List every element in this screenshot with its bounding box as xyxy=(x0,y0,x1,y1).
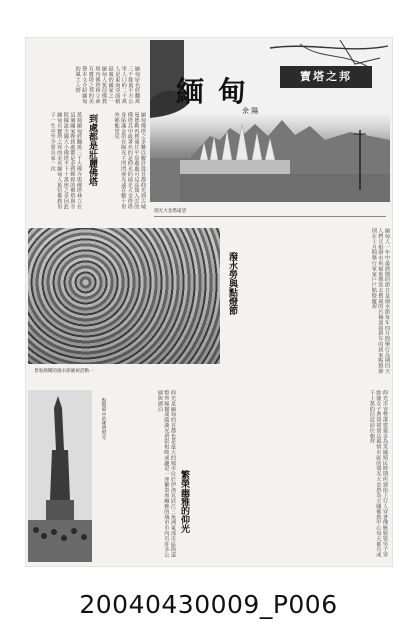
subheading-pagodas: 到處都是壯麗佛塔 xyxy=(87,114,97,186)
column-c: 緬甸人一年中最熱鬧的節日是潑水節每年四月間舉行為期四天人們互相潑水祝福象徵洗去舊歲的污穢迎接新年的到來點燈節則在十月間舉行家家戶戶點燈慶祝 xyxy=(370,228,390,374)
pagoda-illustration xyxy=(150,40,390,202)
archive-code: 20040430009_P006 xyxy=(79,590,338,619)
magazine-page xyxy=(26,38,392,566)
pagoda-lights-photo xyxy=(28,390,92,562)
column-a2: 緬甸佛塔之多難以數計從首都仰光到古城曼德勒再到蒲甘平原處處可見高聳入雲的佛塔其中最著名的是仰光的瑞光大金塔塔身貼滿金箔在陽光下閃閃發光遠在數十里外都能望見 xyxy=(113,112,146,210)
crowd-shade xyxy=(28,228,220,364)
caption-rule xyxy=(154,216,386,217)
caption-bottom-photo: 點燈節中的佛塔燈光 xyxy=(101,398,106,440)
column-a: 萬週緬甸經翻萬三千大佛寺與佛塔林立在這個國家裡到處都是金碧輝煌的佛塔與寺院據說全國大小佛塔不下十萬座之多因此緬甸有寶塔之邦的美名緬甸人篤信佛教男子一生中至少要出家一次 xyxy=(49,112,82,210)
article-title: 緬甸 xyxy=(176,75,261,108)
subheading-festivals: 潑水勞與點燈節 xyxy=(227,252,237,315)
pagoda-tower-illustration xyxy=(28,390,92,562)
subheading-rangoon: 繁榮幽雅的仰光 xyxy=(179,470,189,533)
water-festival-photo xyxy=(28,228,220,364)
pagoda-hilltop-photo xyxy=(150,40,390,202)
intro-text: 緬甸原名經翻萬三千餘萬平方公里人口約二千萬人是東南亞面積最廣的國家之一緬甸人篤信佛教境內佛塔林立素有寶塔之邦的美譽本文介紹緬甸的風土人情 xyxy=(74,66,140,104)
column-e: 仰光是緬甸的首都也是最大的城市位於伊洛瓦底江三角洲東部市區街道整齊綠樹成蔭湖光塔影相映成趣是一座繁榮而幽雅的城市市內有許多公園與湖泊 xyxy=(156,390,176,558)
caption-crowd-photo: 景象熱鬧的潑水節慶祝活動一 xyxy=(34,369,94,374)
author-name: 余 陽 xyxy=(242,107,259,115)
column-f: 仰光市容整潔建築多為英國殖民時期所建街上行人穿著傳統服裝男子穿紗籠女子著筒裙別具風情市區的瑞光大金塔為全國佛教中心每天都有成千上萬的信徒前往朝拜 xyxy=(368,390,388,558)
series-title-box: 寶塔之邦 xyxy=(280,66,372,88)
caption-top-photo: 瑞光大金塔遠望 xyxy=(154,209,187,214)
